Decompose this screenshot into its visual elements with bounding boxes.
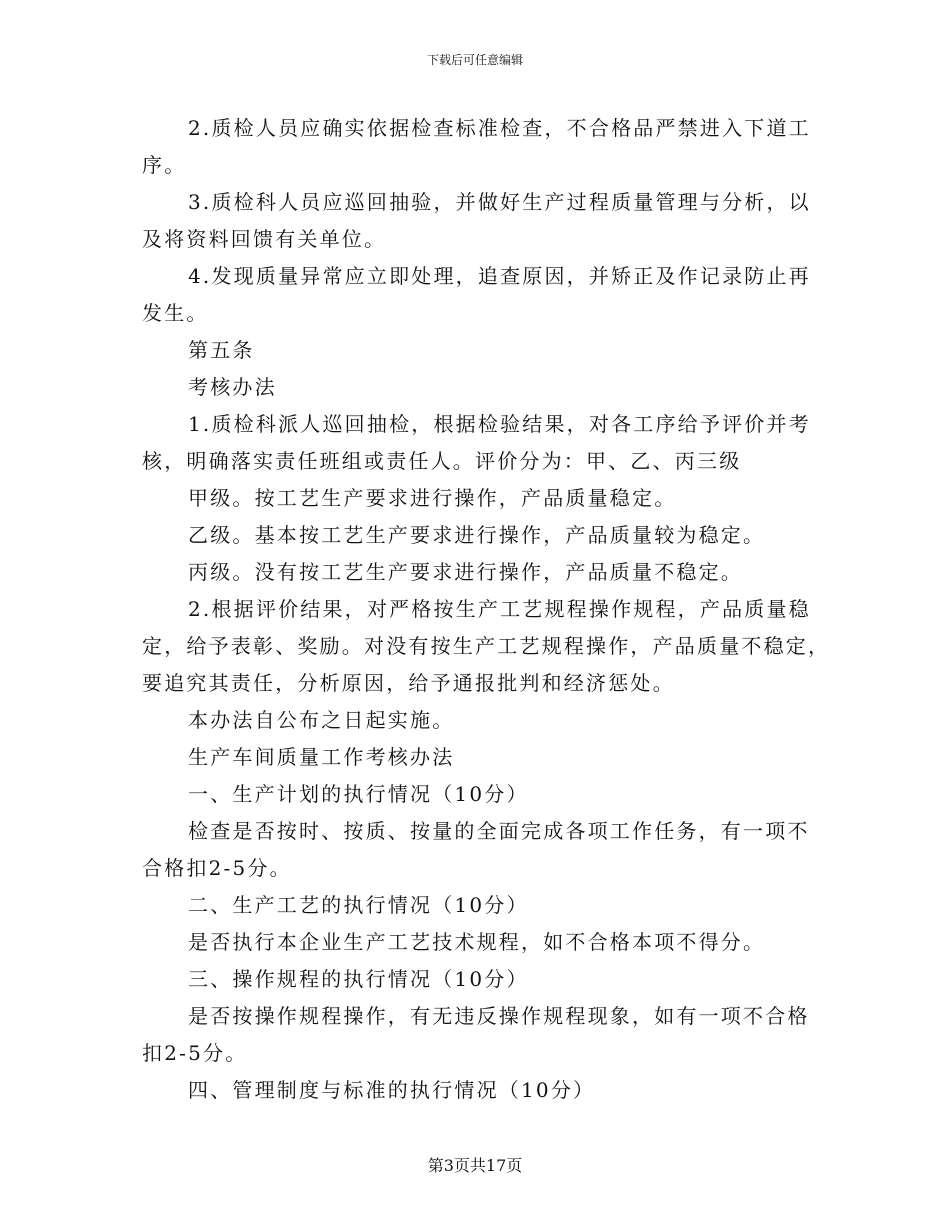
section-heading xyxy=(142,369,808,406)
text-line: 是否按操作规程操作，有无违反操作规程现象，如有一项不合格 xyxy=(188,1004,810,1028)
article-heading xyxy=(142,332,808,369)
criteria-heading-2 xyxy=(142,887,808,924)
effective-date-note xyxy=(142,702,808,739)
text-line: 发生。 xyxy=(142,301,209,325)
grade-b xyxy=(142,517,808,554)
text-line: 检查是否按时、按质、按量的全面完成各项工作任务，有一项不 xyxy=(188,819,810,843)
text-line: 4.发现质量异常应立即处理，追查原因，并矫正及作记录防止再 xyxy=(188,264,811,288)
text-line: 三、操作规程的执行情况（10分） xyxy=(188,967,529,991)
text-line: 生产车间质量工作考核办法 xyxy=(188,745,455,769)
text-line: 丙级。没有按工艺生产要求进行操作，产品质量不稳定。 xyxy=(188,560,743,584)
grade-c xyxy=(142,554,808,591)
text-line: 2.质检人员应确实依据检查标准检查，不合格品严禁进入下道工 xyxy=(188,116,811,140)
text-line: 定，给予表彰、奖励。对没有按生产工艺规程操作，产品质量不稳定， xyxy=(142,634,831,658)
text-line: 1.质检科派人巡回抽检，根据检验结果，对各工序给予评价并考 xyxy=(188,412,811,436)
text-line: 二、生产工艺的执行情况（10分） xyxy=(188,893,529,917)
text-line: 四、管理制度与标准的执行情况（10分） xyxy=(188,1078,596,1102)
text-line: 考核办法 xyxy=(188,375,277,399)
assessment-item-2 xyxy=(142,591,831,702)
text-line: 核，明确落实责任班组或责任人。评价分为：甲、乙、丙三级 xyxy=(142,449,742,473)
assessment-item-1 xyxy=(142,406,811,480)
text-line: 及将资料回馈有关单位。 xyxy=(142,227,387,251)
text-line: 甲级。按工艺生产要求进行操作，产品质量稳定。 xyxy=(188,486,677,510)
page-footer: 第3页共17页 xyxy=(427,1156,523,1175)
text-line: 要追究其责任，分析原因，给予通报批判和经济惩处。 xyxy=(142,671,675,695)
criteria-body-1 xyxy=(142,813,808,887)
paragraph-item-2 xyxy=(142,110,811,184)
text-line: 扣2-5分。 xyxy=(142,1041,248,1065)
text-line: 合格扣2-5分。 xyxy=(142,856,292,880)
criteria-heading-1 xyxy=(142,776,808,813)
text-line: 第五条 xyxy=(188,338,255,362)
criteria-body-3 xyxy=(142,998,808,1072)
text-line: 2.根据评价结果，对严格按生产工艺规程操作规程，产品质量稳 xyxy=(188,597,811,621)
grade-a xyxy=(142,480,808,517)
text-line: 3.质检科人员应巡回抽验，并做好生产过程质量管理与分析，以 xyxy=(188,190,811,214)
text-line: 本办法自公布之日起实施。 xyxy=(188,708,455,732)
document-body xyxy=(142,110,831,1109)
text-line: 序。 xyxy=(142,153,187,177)
criteria-heading-4 xyxy=(142,1072,808,1109)
text-line: 是否执行本企业生产工艺技术规程，如不合格本项不得分。 xyxy=(188,930,766,954)
document-subtitle xyxy=(142,739,808,776)
page-header: 下载后可任意编辑 xyxy=(426,53,523,67)
paragraph-item-4 xyxy=(142,258,811,332)
criteria-heading-3 xyxy=(142,961,808,998)
criteria-body-2 xyxy=(142,924,808,961)
text-line: 乙级。基本按工艺生产要求进行操作，产品质量较为稳定。 xyxy=(188,523,766,547)
paragraph-item-3 xyxy=(142,184,811,258)
text-line: 一、生产计划的执行情况（10分） xyxy=(188,782,529,806)
